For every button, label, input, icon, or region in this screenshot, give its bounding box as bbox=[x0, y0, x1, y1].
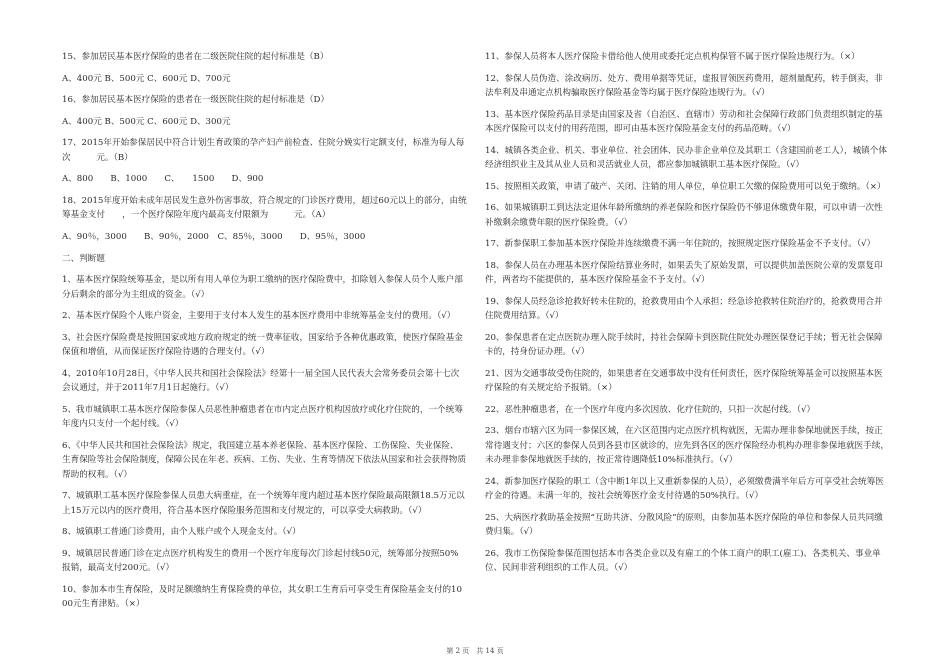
judgement-2: 2、基本医疗保险个人账户资金，主要用于支付本人发生的基本医疗费用中非统筹基金支付的费用。（√） bbox=[62, 311, 456, 322]
judgement-13: 13、基本医疗保险药品目录是由国家及省（自治区、直辖市）劳动和社会保障行政部门负责组织制定的基本医疗保险可以支付的用药范围，即可由基本医疗保险基金支付的药品范畴。（√） bbox=[485, 109, 883, 134]
question-15: 15、参加居民基本医疗保险的患者在二级医院住院的起付标准是（B） bbox=[62, 52, 329, 62]
right-column bbox=[485, 50, 890, 576]
judgement-7: 7、城镇职工基本医疗保险参保人员患大病重症，在一个统筹年度内超过基本医疗保险最高限额18.5万元以上15万元以内的医疗费用，符合基本医疗保险服务范围和支付规定的，可以享受大病救助。（√） bbox=[62, 491, 465, 516]
judgement-17: 17、新参保职工参加基本医疗保险并连续缴费不满一年住院的，按照规定医疗保险基金不予支付。（√） bbox=[485, 239, 876, 250]
judgement-8: 8、城镇职工普通门诊费用，由个人账户或个人现金支付。（√） bbox=[62, 527, 301, 538]
judgement-15: 15、按照相关政策，申请了破产、关闭、注销的用人单位，单位职工欠缴的保险费用可以免于缴纳。（×） bbox=[485, 181, 886, 192]
question-18: 18、2015年度开始未成年居民发生意外伤害事故，符合规定的门诊医疗费用，超过60元以上的部分，由统筹基金支付 ，一个医疗保险年度内最高支付限额为 元。（A） bbox=[62, 195, 467, 221]
judgement-26: 26、我市工伤保险参保范围包括本市各类企业以及有雇工的个体工商户的职工(雇工)、各类机关、事业单位、民间非营利组织的工作人员。（√） bbox=[485, 548, 881, 574]
question-16: 16、参加居民基本医疗保险的患者在一级医院住院的起付标准是（D） bbox=[62, 95, 330, 106]
judgement-14: 14、城镇各类企业、机关、事业单位、社会团体、民办非企业单位及其职工（含建国前老工人），城镇个体经济组织业主及其从业人员和灵活就业人员，都应参加城镇职工基本医疗保险。（√） bbox=[485, 145, 887, 170]
left-column bbox=[62, 50, 467, 612]
options-17: A、800 B、1000 C、 1500 D、900 bbox=[62, 174, 264, 185]
judgement-11: 11、参保人员将本人医疗保险卡借给他人使用或委托定点机构保管不属于医疗保险违规行为。（×） bbox=[485, 52, 860, 62]
judgement-23: 23、烟台市辖六区为同一参保区域，在六区范围内定点医疗机构就医，无需办理非参保地就医手续，按正常待遇支付；六区的参保人员到各县市区就诊的，应先到各区的医疗保险经办机构办理非参保地就医手续，未办理非参保地就医手续的，按正常待遇降低10%标准执行。（√） bbox=[485, 426, 889, 466]
judgement-12: 12、参保人员伪造、涂改病历、处方、费用单据等凭证，虚报冒领医药费用，超剂量配药，转手倒卖，非法牟利及串通定点机构骗取医疗保险基金等均属于医疗保险违规行为。（√） bbox=[485, 73, 883, 98]
judgement-6: 6、《中华人民共和国社会保险法》规定，我国建立基本养老保险、基本医疗保险、工伤保险、失业保险、生育保险等社会保险制度，保障公民在年老、疾病、工伤、失业、生育等情况下依法从国家和社会获得物质帮助的权利。（√） bbox=[62, 440, 466, 480]
options-18: A、90％，3000 B、90％，2000 C、85％，3000 D、95％，3000 bbox=[62, 231, 366, 242]
judgement-5: 5、我市城镇职工基本医疗保险参保人员恶性肿瘤患者在市内定点医疗机构因放疗或化疗住院的，一个统筹年度内只支付一个起付线。（√） bbox=[62, 404, 463, 430]
judgement-18: 18、参保人员在办理基本医疗保险结算业务时，如果丢失了原始发票，可以提供加盖医院公章的发票复印件，两者均不能提供的，基本医疗保险基金不予支付。（√） bbox=[485, 260, 883, 286]
judgement-25: 25、大病医疗救助基金按照“互助共济、分散风险”的原则，由参加基本医疗保险的单位和参保人员共同缴费归集。（√） bbox=[485, 512, 883, 538]
judgement-20: 20、参保患者在定点医院办理入院手续时，持社会保障卡到医院住院处办理医保登记手续；暂无社会保障卡的，持身份证办理。（√） bbox=[485, 332, 883, 358]
options-16: A、400元 B、500元 C、600元 D、300元 bbox=[62, 116, 231, 127]
judgement-1: 1、基本医疗保险统筹基金，是以所有用人单位为职工缴纳的医疗保险费中，扣除划入参保人员个人账户部分后剩余的部分为主组成的资金。（√） bbox=[62, 275, 463, 300]
page-footer: 第 2 页 共 14 页 bbox=[446, 647, 504, 655]
judgement-9: 9、城镇居民普通门诊在定点医疗机构发生的费用一个医疗年度每次门诊起付线50元，统筹部分按照50%报销，最高支付200元。（√） bbox=[62, 548, 459, 574]
judgement-16: 16、如果城镇职工到达法定退休年龄所缴纳的养老保险和医疗保险仍不够退休缴费年限，可以申请一次性补缴剩余缴费年限的医疗保险费。（√） bbox=[485, 203, 883, 228]
section-heading-judgement: 二、判断题 bbox=[62, 253, 105, 264]
judgement-21: 21、因为交通事故受伤住院的，如果患者在交通事故中没有任何责任，医疗保险统筹基金可以按照基本医疗保险的有关规定给予报销。（×） bbox=[485, 368, 883, 394]
judgement-10: 10、参加本市生育保险，及时足额缴纳生育保险费的单位，其女职工生育后可享受生育保险基金支付的1000元生育津贴。（×） bbox=[62, 584, 462, 610]
judgement-4: 4、2010年10月28日，《中华人民共和国社会保险法》经第十一届全国人民代表大会常务委员会第十七次会议通过，并于2011年7月1日起施行。（√） bbox=[62, 368, 460, 394]
options-15: A、400元 B、500元 C、600元 D、700元 bbox=[62, 73, 231, 84]
judgement-3: 3、社会医疗保险费是按照国家或地方政府规定的统一费率征收，国家给予各种优惠政策，使医疗保险基金保值和增值，从而保证医疗保险待遇的合理支付。（√） bbox=[62, 332, 463, 358]
judgement-22: 22、恶性肿瘤患者，在一个医疗年度内多次因放、化疗住院的，只扣一次起付线。（√） bbox=[485, 404, 816, 415]
judgement-24: 24、新参加医疗保险的职工（含中断1年以上又重新参保的人员），必须缴费满半年后方可享受社会统筹医疗金的待遇。未满一年的，按社会统筹医疗金支付待遇的50%执行。（√） bbox=[485, 476, 884, 502]
judgement-19: 19、参保人员经急诊抢救好转未住院的，抢救费用由个人承担；经急诊抢救转住院治疗的，抢救费用合并住院费用结算。（√） bbox=[485, 296, 883, 322]
question-17: 17、2015年开始参保居民中符合计划生育政策的孕产妇产前检查、住院分娩实行定额支付，标准为每人每次 元。（B） bbox=[62, 138, 465, 163]
